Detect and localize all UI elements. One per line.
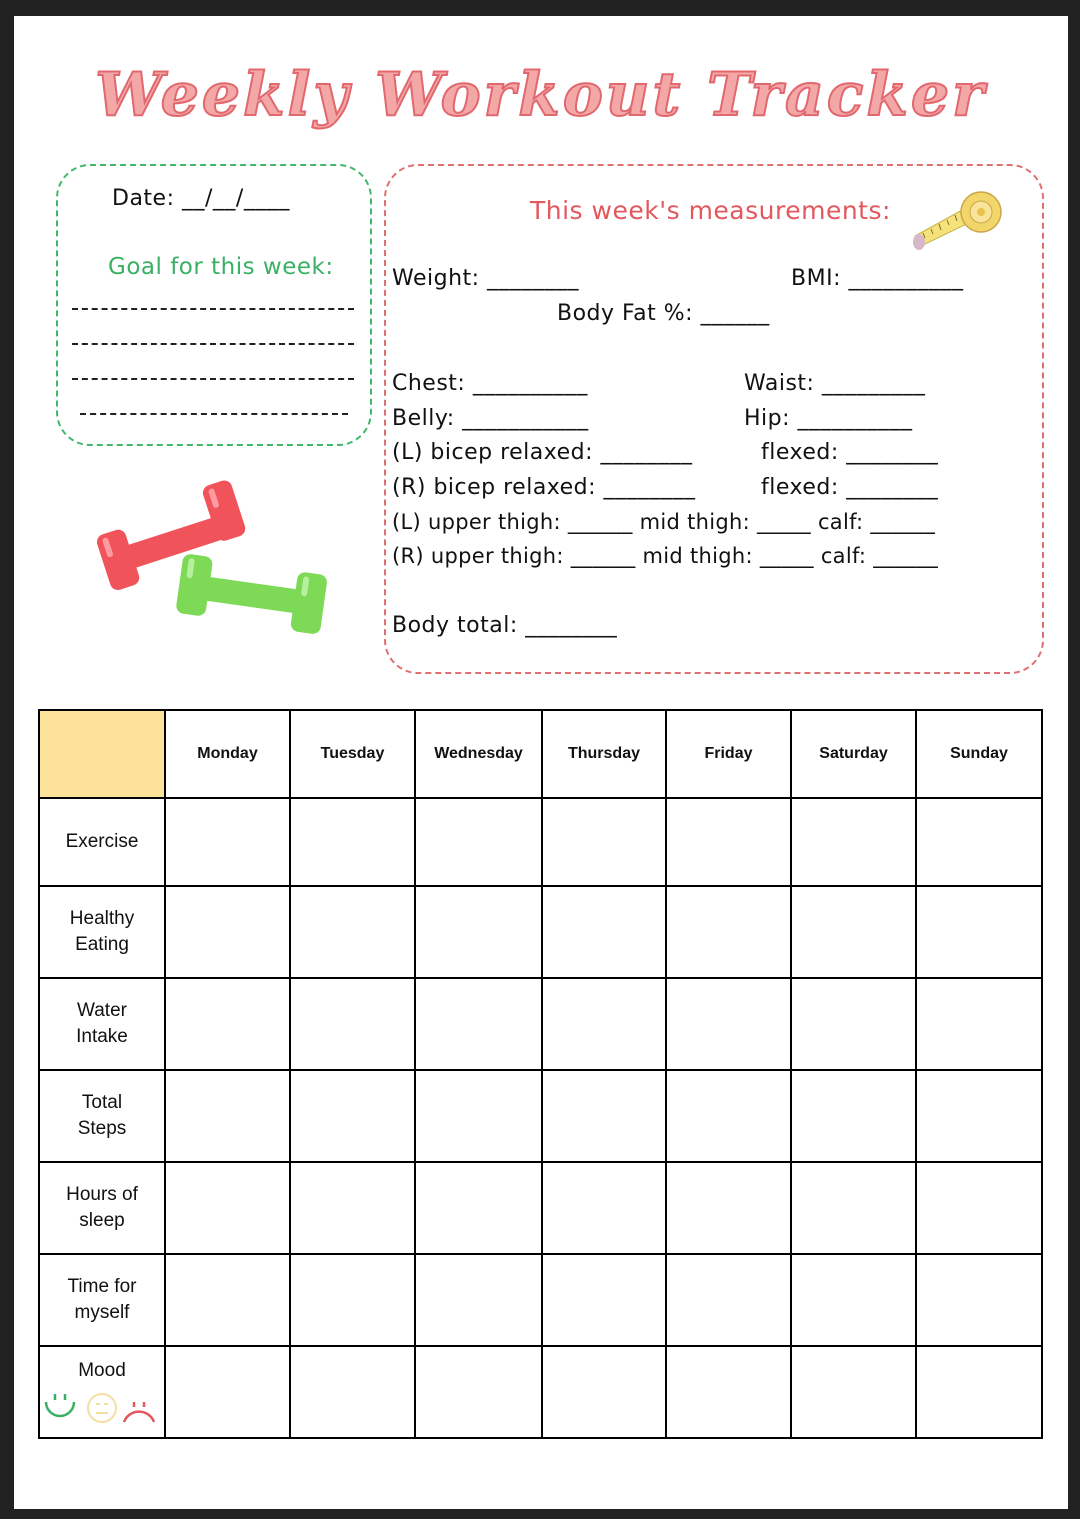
- row-label-line: Eating: [75, 934, 129, 955]
- tracker-cell[interactable]: [290, 1254, 415, 1346]
- goal-line[interactable]: [72, 308, 354, 310]
- tracker-cell[interactable]: [916, 798, 1042, 886]
- sad-face-icon: [124, 1402, 154, 1422]
- weekly-tracker-table: [38, 709, 1043, 1439]
- measurements-box: [384, 164, 1044, 674]
- tracker-cell[interactable]: [542, 886, 666, 978]
- right-flexed-field[interactable]: flexed: ________: [761, 475, 939, 500]
- tracker-cell[interactable]: [791, 978, 916, 1070]
- table-row: [39, 1254, 1042, 1346]
- row-label-line: Water: [77, 1000, 127, 1021]
- tracker-cell[interactable]: [290, 886, 415, 978]
- right-bicep-field[interactable]: (R) bicep relaxed: ________: [392, 475, 696, 500]
- tracker-cell[interactable]: [791, 1162, 916, 1254]
- tracker-cell[interactable]: [542, 978, 666, 1070]
- tracker-cell[interactable]: [916, 1070, 1042, 1162]
- tracker-cell[interactable]: [542, 1070, 666, 1162]
- row-label-exercise: [39, 798, 165, 886]
- row-label-line: Steps: [77, 1118, 127, 1139]
- goal-line[interactable]: [72, 343, 354, 345]
- weight-field[interactable]: Weight: ________: [392, 266, 580, 291]
- tracker-cell[interactable]: [415, 1070, 542, 1162]
- table-row: [39, 1162, 1042, 1254]
- row-label-healthy-eating: [39, 886, 165, 978]
- day-header-monday: Monday: [165, 710, 290, 798]
- tracker-cell[interactable]: [165, 1254, 290, 1346]
- tracker-cell[interactable]: [666, 886, 791, 978]
- row-label-line: Mood: [78, 1360, 126, 1381]
- dumbbell-icon: [94, 478, 334, 648]
- goal-line[interactable]: [72, 378, 354, 380]
- row-label-time-for-myself: [39, 1254, 165, 1346]
- tracker-cell[interactable]: [165, 798, 290, 886]
- tracker-cell[interactable]: [542, 1162, 666, 1254]
- day-header-wednesday: Wednesday: [415, 710, 542, 798]
- day-header-saturday: Saturday: [791, 710, 916, 798]
- tracker-cell[interactable]: [290, 798, 415, 886]
- table-row: [39, 886, 1042, 978]
- tracker-cell[interactable]: [916, 1254, 1042, 1346]
- bmi-field[interactable]: BMI: __________: [791, 266, 964, 291]
- header-row: [39, 710, 1042, 798]
- row-label-line: Hours of: [66, 1184, 138, 1205]
- page-title: Weekly Workout Tracker: [95, 60, 987, 130]
- tracker-cell[interactable]: [916, 1162, 1042, 1254]
- left-flexed-field[interactable]: flexed: ________: [761, 440, 939, 465]
- tracker-cell[interactable]: [542, 1254, 666, 1346]
- row-label-water-intake: [39, 978, 165, 1070]
- tracker-cell[interactable]: [415, 798, 542, 886]
- date-field[interactable]: Date: __/__/____: [112, 186, 290, 211]
- right-thigh-field[interactable]: (R) upper thigh: ______ mid thigh: _____ calf: ______: [392, 544, 939, 568]
- day-header-tuesday: Tuesday: [290, 710, 415, 798]
- row-label-mood: [39, 1346, 165, 1438]
- tracker-cell[interactable]: [666, 1162, 791, 1254]
- tracker-page: [14, 16, 1068, 1509]
- tracker-cell[interactable]: [165, 1346, 290, 1438]
- tracker-cell[interactable]: [415, 1346, 542, 1438]
- hip-field[interactable]: Hip: __________: [744, 406, 913, 431]
- tracker-cell[interactable]: [791, 1346, 916, 1438]
- waist-field[interactable]: Waist: _________: [744, 371, 926, 396]
- chest-field[interactable]: Chest: __________: [392, 371, 588, 396]
- left-bicep-field[interactable]: (L) bicep relaxed: ________: [392, 440, 693, 465]
- tracker-cell[interactable]: [791, 1254, 916, 1346]
- row-label-line: myself: [74, 1302, 130, 1323]
- tracker-cell[interactable]: [415, 1162, 542, 1254]
- happy-face-icon: [46, 1394, 74, 1416]
- tracker-cell[interactable]: [791, 798, 916, 886]
- goal-box: [56, 164, 372, 446]
- tracker-cell[interactable]: [666, 1254, 791, 1346]
- row-label-line: Exercise: [65, 831, 139, 852]
- day-header-sunday: Sunday: [916, 710, 1042, 798]
- tracker-cell[interactable]: [165, 1070, 290, 1162]
- tracker-cell[interactable]: [542, 1346, 666, 1438]
- tracker-cell[interactable]: [666, 1346, 791, 1438]
- row-label-line: sleep: [79, 1210, 125, 1231]
- tracker-cell[interactable]: [791, 886, 916, 978]
- tracker-cell[interactable]: [415, 1254, 542, 1346]
- belly-field[interactable]: Belly: ___________: [392, 406, 589, 431]
- row-label-line: Total: [81, 1092, 123, 1113]
- row-label-line: Intake: [76, 1026, 128, 1047]
- tracker-cell[interactable]: [290, 1070, 415, 1162]
- tracker-cell[interactable]: [916, 978, 1042, 1070]
- table-row: [39, 1346, 1042, 1438]
- row-label-line: Healthy: [69, 908, 135, 929]
- tracker-cell[interactable]: [165, 978, 290, 1070]
- neutral-face-icon: [88, 1394, 116, 1422]
- mood-faces: [40, 1390, 160, 1426]
- tracker-cell[interactable]: [290, 1162, 415, 1254]
- tracker-cell[interactable]: [542, 798, 666, 886]
- measurements-heading: This week's measurements:: [530, 196, 891, 225]
- tracker-cell[interactable]: [290, 1346, 415, 1438]
- day-header-thursday: Thursday: [542, 710, 666, 798]
- tracker-cell[interactable]: [666, 978, 791, 1070]
- goal-heading: Goal for this week:: [108, 254, 334, 280]
- table-row: [39, 1070, 1042, 1162]
- tracker-cell[interactable]: [165, 1162, 290, 1254]
- goal-line[interactable]: [80, 413, 348, 415]
- tracker-cell[interactable]: [290, 978, 415, 1070]
- tracker-cell[interactable]: [916, 886, 1042, 978]
- tracker-cell[interactable]: [415, 886, 542, 978]
- left-thigh-field[interactable]: (L) upper thigh: ______ mid thigh: _____ calf: ______: [392, 510, 936, 534]
- measuring-tape-icon: [911, 184, 1007, 252]
- tracker-cell[interactable]: [415, 978, 542, 1070]
- row-label-hours-of-sleep: [39, 1162, 165, 1254]
- tracker-cell[interactable]: [916, 1346, 1042, 1438]
- body-fat-field[interactable]: Body Fat %: ______: [557, 301, 770, 326]
- table-row: [39, 978, 1042, 1070]
- tracker-cell[interactable]: [791, 1070, 916, 1162]
- table-row: [39, 798, 1042, 886]
- row-label-line: Time for: [67, 1276, 137, 1297]
- body-total-field[interactable]: Body total: ________: [392, 613, 618, 638]
- tracker-cell[interactable]: [666, 1070, 791, 1162]
- corner-cell: [39, 710, 165, 798]
- row-label-total-steps: [39, 1070, 165, 1162]
- tracker-cell[interactable]: [666, 798, 791, 886]
- tracker-cell[interactable]: [165, 886, 290, 978]
- day-header-friday: Friday: [666, 710, 791, 798]
